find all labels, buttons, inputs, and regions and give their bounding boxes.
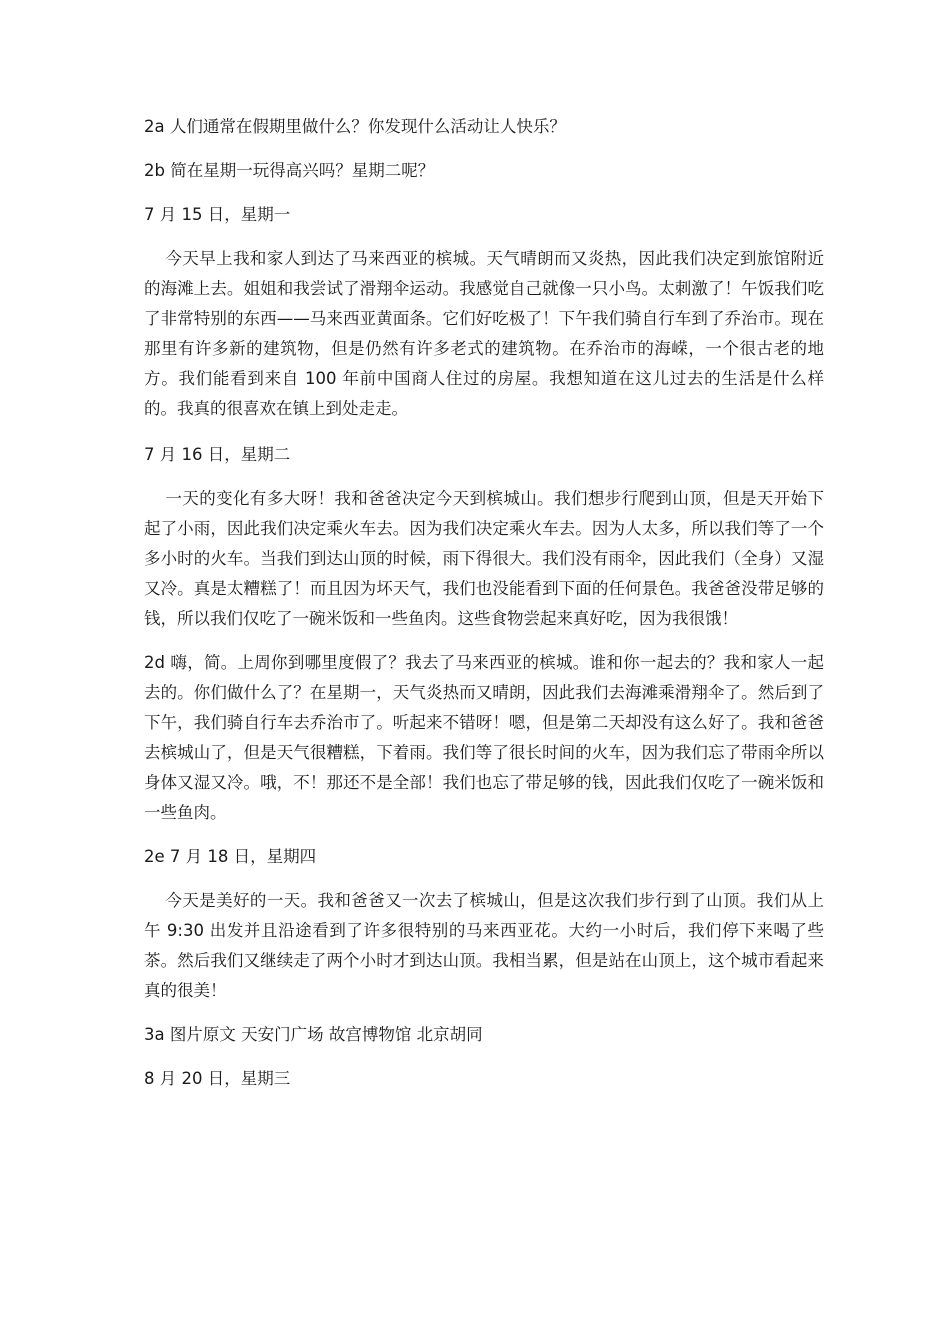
entry-date-aug20: 8 月 20 日，星期三 — [144, 1069, 291, 1088]
section-3a-heading: 3a 图片原文 天安门广场 故宫博物馆 北京胡同 — [144, 1025, 483, 1044]
entry-date-jul15: 7 月 15 日，星期一 — [144, 205, 291, 224]
diary-entry-jul16: 一天的变化有多大呀！我和爸爸决定今天到槟城山。我们想步行爬到山顶，但是天开始下起了小雨，因此我们决定乘火车去。因为我们决定乘火车去。因为人太多，所以我们等了一个多小时的火车。当我们到达山顶的时候，雨下得很大。我们没有雨伞，因此我们（全身）又湿又冷。真是太糟糕了！而且因为坏天气，我们也没能看到下面的任何景色。我爸爸没带足够的钱，所以我们仅吃了一碗米饭和一些鱼肉。这些食物尝起来真好吃，因为我很饿！ — [144, 489, 824, 628]
section-2a-heading: 2a 人们通常在假期里做什么？你发现什么活动让人快乐？ — [144, 117, 566, 136]
diary-entry-jul18: 今天是美好的一天。我和爸爸又一次去了槟城山，但是这次我们步行到了山顶。我们从上午 9:30 出发并且沿途看到了许多很特别的马来西亚花。大约一小时后，我们停下来喝了些茶。然后我们又继续走了两个小时才到达山顶。我相当累，但是站在山顶上，这个城市看起来真的很美！ — [144, 891, 824, 1000]
section-2e-heading: 2e 7 月 18 日，星期四 — [144, 847, 317, 866]
section-2b-heading: 2b 简在星期一玩得高兴吗？星期二呢？ — [144, 161, 435, 180]
diary-entry-jul15: 今天早上我和家人到达了马来西亚的槟城。天气晴朗而又炎热，因此我们决定到旅馆附近的海滩上去。姐姐和我尝试了滑翔伞运动。我感觉自己就像一只小鸟。太刺激了！午饭我们吃了非常特别的东西——马来西亚黄面条。它们好吃极了！下午我们骑自行车到了乔治市。现在那里有许多新的建筑物，但是仍然有许多老式的建筑物。在乔治市的海嵘，一个很古老的地方。我们能看到来自 100 年前中国商人住过的房屋。我想知道在这儿过去的生活是什么样的。我真的很喜欢在镇上到处走走。 — [144, 249, 824, 418]
section-2d-conversation: 2d 嗨，简。上周你到哪里度假了？我去了马来西亚的槟城。谁和你一起去的？我和家人一起去的。你们做什么了？在星期一，天气炎热而又晴朗，因此我们去海滩乘滑翔伞了。然后到了下午，我们骑自行车去乔治市了。听起来不错呀！嗯，但是第二天却没有这么好了。我和爸爸去槟城山了，但是天气很糟糕，下着雨。我们等了很长时间的火车，因为我们忘了带雨伞所以身体又湿又冷。哦，不！那还不是全部！我们也忘了带足够的钱，因此我们仅吃了一碗米饭和一些鱼肉。 — [144, 653, 824, 822]
entry-date-jul16: 7 月 16 日，星期二 — [144, 445, 291, 464]
document-page — [144, 112, 824, 1094]
